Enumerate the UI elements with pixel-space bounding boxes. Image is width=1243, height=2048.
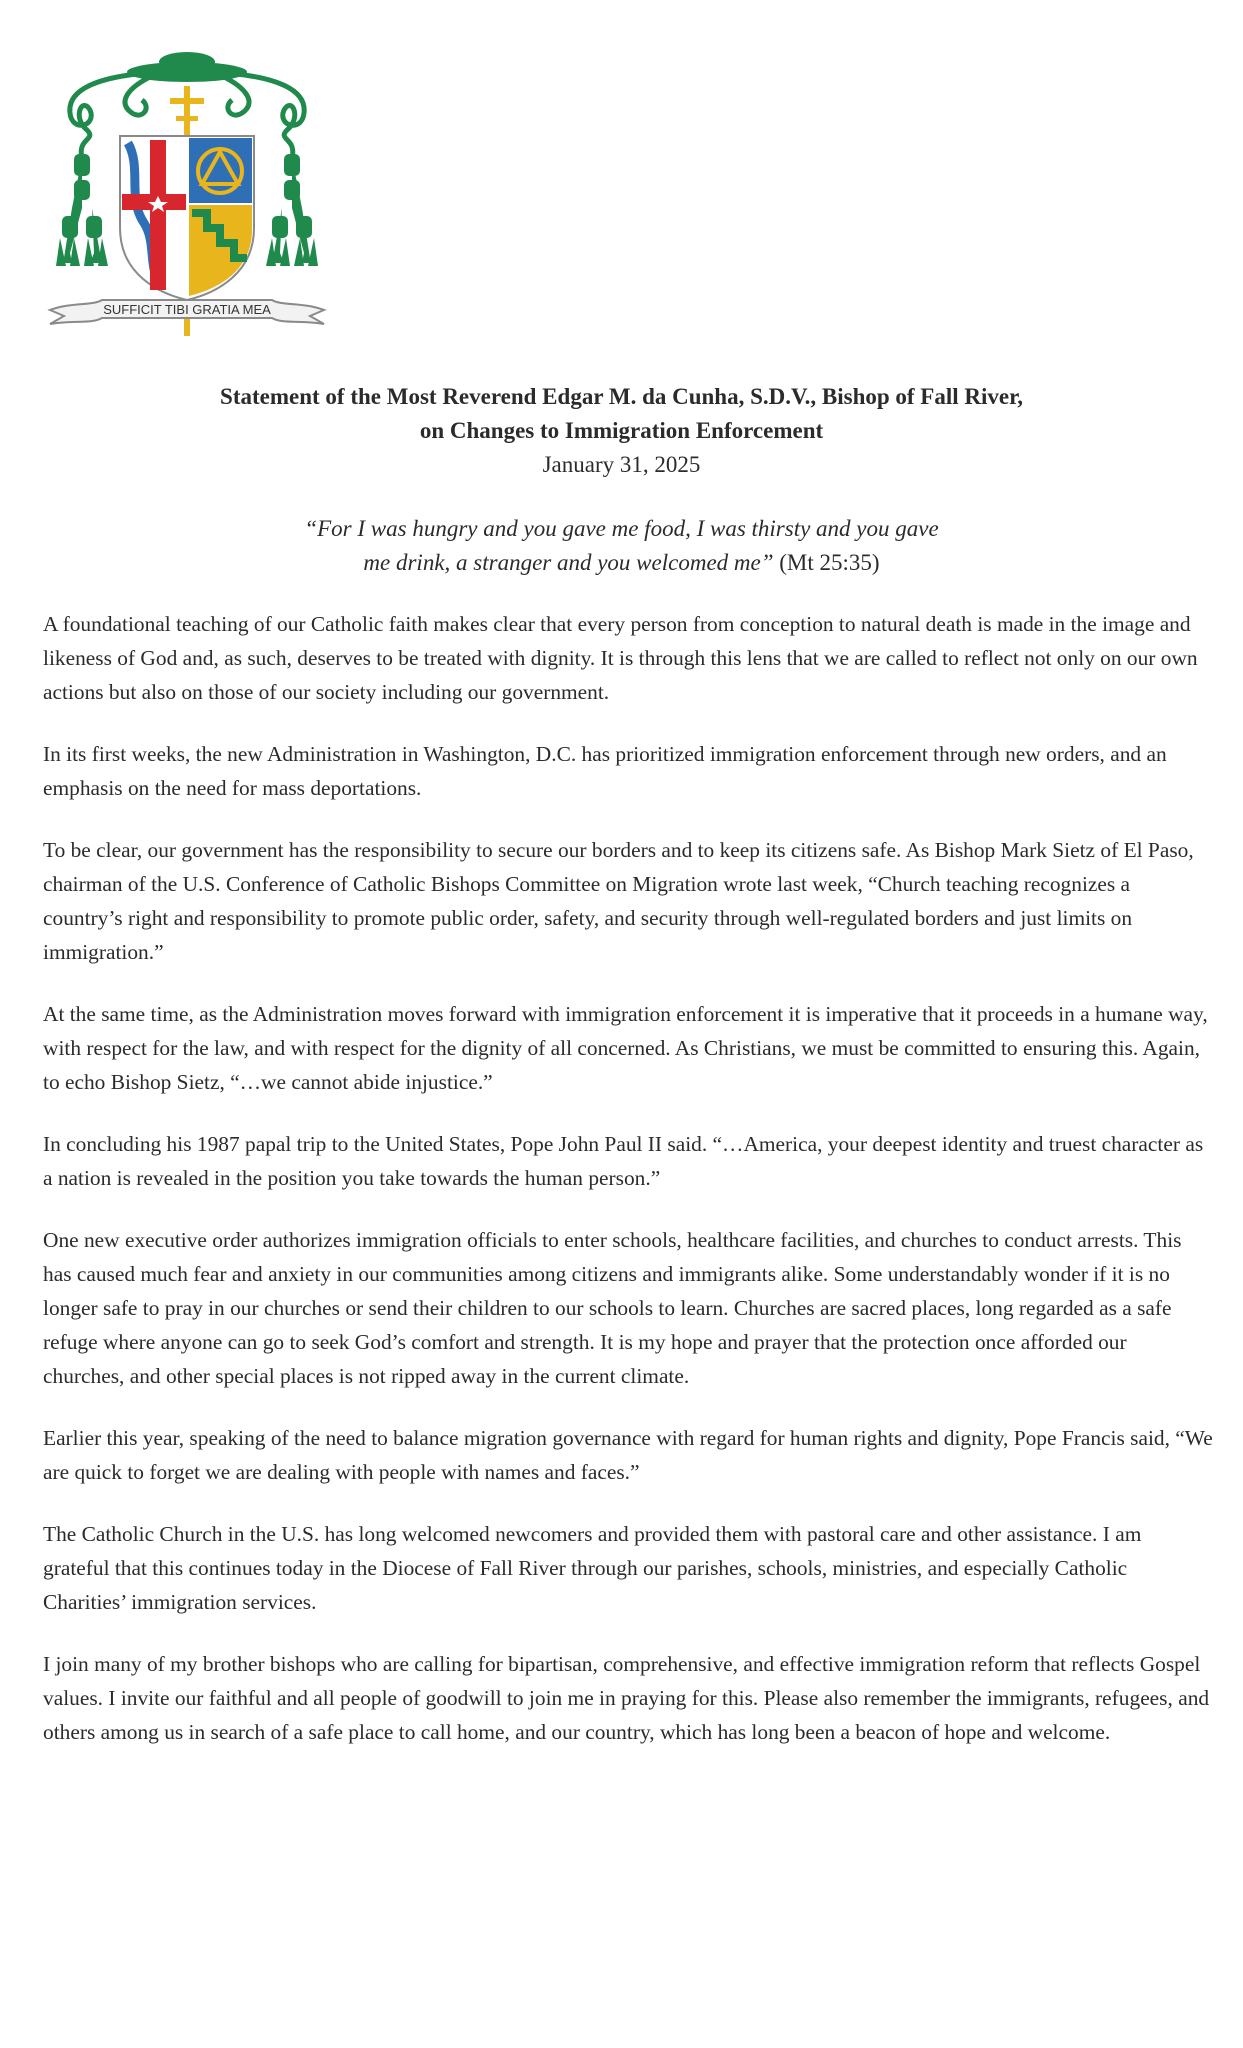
coat-of-arms-icon [42,48,332,348]
paragraph: Earlier this year, speaking of the need to balance migration governance with regard for human rights and dignity, Pope Francis said, “We are quick to forget we are dealing with people with names and faces.” [43,1426,1213,1484]
statement-header [0,380,1243,482]
paragraph: I join many of my brother bishops who are calling for bipartisan, comprehensive, and effective immigration reform that reflects Gospel values. I invite our faithful and all people of goodwill to join me in praying for this. Please also remember the immigrants, refugees, and others among us in search of a safe place to call home, and our country, which has long been a beacon of hope and welcome. [43,1652,1210,1744]
paragraph: To be clear, our government has the responsibility to secure our borders and to keep its citizens safe. As Bishop Mark Sietz of El Paso, chairman of the U.S. Conference of Catholic Bishops Committee on Migration wrote last week, “Church teaching recognizes a country’s right and responsibility to promote public order, safety, and security through well-regulated borders and just limits on immigration.” [43,838,1194,964]
paragraph: At the same time, as the Administration moves forward with immigration enforcement it is imperative that it proceeds in a humane way, with respect for the law, and with respect for the dignity of all concerned. As Christians, we must be committed to ensuring this. Again, to echo Bishop Sietz, “…we cannot abide injustice.” [43,1002,1208,1094]
statement-title-line-1: Statement of the Most Reverend Edgar M. da Cunha, S.D.V., Bishop of Fall River, [220,384,1023,409]
paragraph: In concluding his 1987 papal trip to the United States, Pope John Paul II said. “…America, your deepest identity and truest character as a nation is revealed in the position you take towards the human person.” [43,1132,1204,1190]
paragraph: One new executive order authorizes immigration officials to enter schools, healthcare facilities, and churches to conduct arrests. This has caused much fear and anxiety in our communities among citizens and immigrants alike. Some understandably wonder if it is no longer safe to pray in our churches or send their children to our schools to learn. Churches are sacred places, long regarded as a safe refuge where anyone can go to seek God’s comfort and strength. It is my hope and prayer that the protection once afforded our churches, and other special places is not ripped away in the current climate. [43,1228,1182,1388]
paragraph: The Catholic Church in the U.S. has long welcomed newcomers and provided them with pastoral care and other assistance. I am grateful that this continues today in the Diocese of Fall River through our parishes, schools, ministries, and especially Catholic Charities’ immigration services. [43,1522,1142,1614]
statement-title-line-2: on Changes to Immigration Enforcement [419,418,824,443]
statement-body [43,607,1213,1777]
scripture-quote [0,512,1243,580]
quote-line-2: me drink, a stranger and you welcomed me” [363,550,774,575]
paragraph: In its first weeks, the new Administration in Washington, D.C. has prioritized immigration enforcement through new orders, and an emphasis on the need for mass deportations. [43,742,1167,800]
statement-date: January 31, 2025 [542,452,701,477]
quote-citation: (Mt 25:35) [773,550,880,575]
paragraph: A foundational teaching of our Catholic faith makes clear that every person from conception to natural death is made in the image and likeness of God and, as such, deserves to be treated with dignity. It is through this lens that we are called to reflect not only on our own actions but also on those of our society including our government. [43,612,1198,704]
quote-line-1: “For I was hungry and you gave me food, I was thirsty and you gave [304,516,939,541]
crest-motto: SUFFICIT TIBI GRATIA MEA [103,302,271,317]
